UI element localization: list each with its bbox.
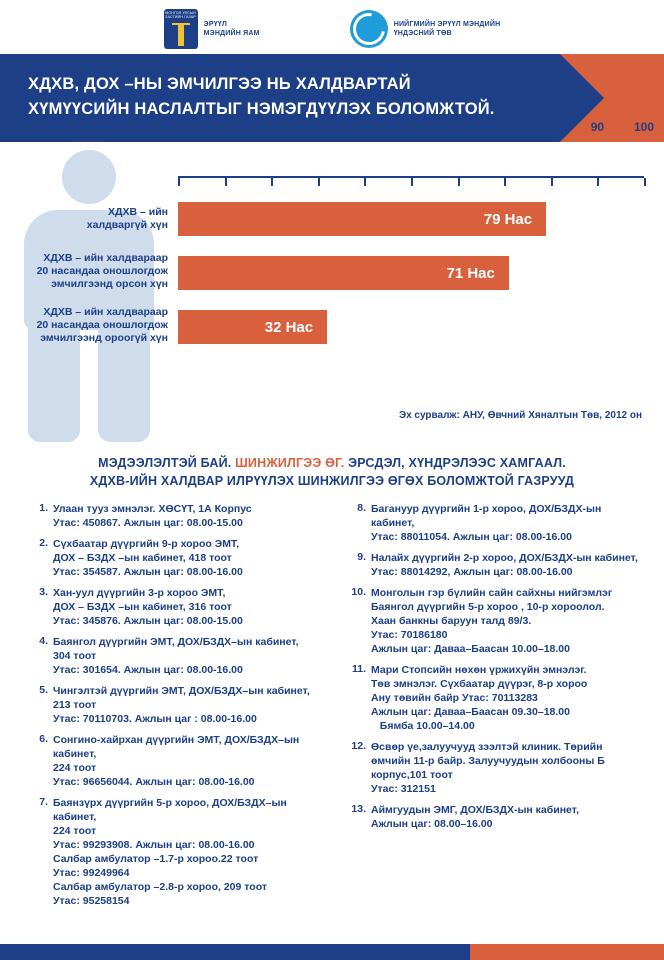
list-item xyxy=(28,733,328,789)
human-figure-illustration xyxy=(14,150,164,445)
ministry-of-health-logo-text xyxy=(204,20,260,38)
list-item-text xyxy=(371,663,587,733)
list-item xyxy=(346,740,646,796)
list-item-text xyxy=(53,586,243,628)
list-item-line: Монголын гэр бүлийн сайн сайхны нийгэмлэг xyxy=(371,587,613,599)
chart-bar-category-line: 20 насандаа оношлогдож xyxy=(36,265,168,277)
list-item-line: Сонгино-хайрхан дүүргийн ЭМТ, ДОХ/БЗДХ–ын кабинет, xyxy=(53,734,303,760)
government-emblem-icon xyxy=(164,9,198,49)
page-title-line1: ХДХВ, ДОХ –НЫ ЭМЧИЛГЭЭ НЬ ХАЛДВАРТАЙ xyxy=(28,75,411,93)
list-item-number: 1. xyxy=(39,502,48,514)
list-item-line: 224 тоот xyxy=(53,762,97,774)
axis-tick-label: 70 xyxy=(497,120,511,134)
list-item-text xyxy=(371,586,612,656)
axis-tick xyxy=(411,178,413,186)
chart-bar-row xyxy=(0,252,664,294)
axis-tick xyxy=(597,178,599,186)
public-health-logo-line1: НИЙГМИЙН ЭРҮҮЛ МЭНДИЙН xyxy=(393,21,501,28)
axis-tick xyxy=(225,178,227,186)
list-item-text xyxy=(371,740,605,796)
list-item-line: Баянзүрх дүүргийн 5-р хороо, ДОХ/БЗДХ–ын кабинет, xyxy=(53,797,290,823)
axis-tick xyxy=(504,178,506,186)
chart-bar-value-label: 71 Нас xyxy=(446,264,495,282)
page-title xyxy=(28,72,538,122)
list-item-number: 9. xyxy=(357,551,366,563)
chart-bar-category-line: эмчилгээнд ороогүй хүн xyxy=(40,332,168,344)
locations-column-right xyxy=(346,502,646,915)
list-item-line: Улаан тууз эмнэлэг. ХӨСҮТ, 1А Корпус xyxy=(53,503,252,515)
list-item-line: Ажлын цаг: Даваа–Баасан 10.00–18.00 xyxy=(371,643,570,655)
chart-bar-category-label xyxy=(0,206,168,232)
chart-bar-category-line: 20 насандаа оношлогдож xyxy=(36,319,168,331)
slogan-highlight: ШИНЖИЛГЭЭ ӨГ. xyxy=(235,456,345,470)
list-item-line: корпус,101 тоот xyxy=(371,769,453,781)
list-item-number: 6. xyxy=(39,733,48,745)
chart-bar-row xyxy=(0,306,664,348)
footer-bar xyxy=(0,944,664,960)
list-item-number: 4. xyxy=(39,635,48,647)
axis-tick-label: 50 xyxy=(404,120,418,134)
list-item-number: 12. xyxy=(351,740,366,752)
list-item-line: Өсвөр үе,залуучууд зээлтэй клиник. Төрийн xyxy=(371,741,603,753)
chart-bar-category-line: ХДХВ – ийн халдвараар xyxy=(43,252,168,264)
list-item-text xyxy=(371,551,638,579)
logo-bar xyxy=(0,0,664,54)
list-item-line: ДОХ – БЗДХ –ын кабинет, 316 тоот xyxy=(53,601,232,613)
list-item-line: Утас: 88011054. Ажлын цаг: 08.00-16.00 xyxy=(371,531,572,543)
list-item-number: 13. xyxy=(351,803,366,815)
list-item-line: Баянгол дүүргийн 5-р хороо , 10-р хороолол. xyxy=(371,601,605,613)
axis-tick xyxy=(318,178,320,186)
axis-tick xyxy=(551,178,553,186)
public-health-logo-line2: ҮНДЭСНИЙ ТӨВ xyxy=(393,30,452,37)
list-item-line: Утас: 88014292, Ажлын цаг: 08.00-16.00 xyxy=(371,566,573,578)
list-item-number: 2. xyxy=(39,537,48,549)
list-item-number: 7. xyxy=(39,796,48,808)
list-item-text xyxy=(371,803,579,831)
locations-column-left xyxy=(28,502,328,915)
axis-tick-label: 90 xyxy=(590,120,605,134)
slogan-part-1: МЭДЭЭЛЭЛТЭЙ БАЙ. xyxy=(98,456,236,470)
list-item-line: Салбар амбулатор –1.7-р хороо.22 тоот xyxy=(53,853,259,865)
chart-x-axis xyxy=(178,176,644,188)
list-item-line: Төв эмнэлэг. Сүхбаатар дүүрэг, 8-р хороо xyxy=(371,678,588,690)
list-item-line: 224 тоот xyxy=(53,825,97,837)
axis-tick-label: 10 xyxy=(217,120,232,134)
chart-bar-category-line: ХДХВ – ийн xyxy=(108,206,168,218)
public-health-logo-text xyxy=(394,20,501,38)
list-item-text xyxy=(53,635,299,677)
list-item xyxy=(28,684,328,726)
list-item-line: Мари Стопсийн нөхөн үржихүйн эмнэлэг. xyxy=(371,664,587,676)
list-item xyxy=(28,796,328,908)
ministry-logo-line2: МЭНДИЙН ЯАМ xyxy=(203,30,260,37)
list-item-number: 11. xyxy=(351,663,366,675)
axis-tick-label: 60 xyxy=(450,120,465,134)
list-item-line: Утас: 70110703. Ажлын цаг : 08.00-16.00 xyxy=(53,713,257,725)
list-item-line: Утас: 312151 xyxy=(371,783,436,795)
list-item-line: Ажлын цаг: 08.00–16.00 xyxy=(371,818,493,830)
axis-tick-label: 0 xyxy=(174,120,182,134)
ministry-of-health-logo-group xyxy=(164,9,260,49)
government-emblem-caption: МОНГОЛ УЛСЫН ЗАСГИЙН ГАЗАР xyxy=(165,11,197,19)
list-item-number: 5. xyxy=(39,684,48,696)
chart-bar xyxy=(178,256,509,290)
axis-tick-label: 20 xyxy=(264,120,278,134)
list-item-number: 10. xyxy=(351,586,366,598)
list-item-line: Аймгуудын ЭМГ, ДОХ/БЗДХ-ын кабинет, xyxy=(371,804,580,816)
list-item-line: Хаан банкны баруун талд 89/3. xyxy=(371,615,532,627)
chart-bar-category-label xyxy=(0,252,168,291)
page-title-line2: ХҮМҮҮСИЙН НАСЛАЛТЫГ НЭМЭГДҮҮЛЭХ БОЛОМЖТОЙ. xyxy=(28,100,495,118)
list-item-text xyxy=(53,502,252,530)
axis-tick-label: 30 xyxy=(311,120,325,134)
ministry-logo-line1: ЭРҮҮЛ xyxy=(203,21,227,28)
list-item-line: Ану төвийн байр Утас: 70113283 xyxy=(371,692,538,704)
list-item xyxy=(28,502,328,530)
soyombo-icon xyxy=(178,24,184,46)
list-item-line: 213 тоот xyxy=(53,699,97,711)
slogan-part-2: ЭРСДЭЛ, ХҮНДРЭЛЭЭС ХАМГААЛ. xyxy=(344,456,566,470)
list-item-line: Салбар амбулатор –2.8-р хороо, 209 тоот xyxy=(53,881,267,893)
list-item xyxy=(28,635,328,677)
list-item-line: Ажлын цаг: Даваа–Баасан 09.30–18.00 xyxy=(371,706,570,718)
list-item xyxy=(346,586,646,656)
title-banner xyxy=(0,54,664,142)
axis-tick xyxy=(364,178,366,186)
list-item-line: Баянгол дүүргийн ЭМТ, ДОХ/БЗДХ–ын кабинет, xyxy=(53,636,299,648)
list-item-line: Утас: 99293908. Ажлын цаг: 08.00-16.00 xyxy=(53,839,255,851)
axis-tick xyxy=(644,178,646,186)
list-item-text xyxy=(53,684,310,726)
axis-tick xyxy=(178,178,180,186)
list-item xyxy=(346,502,646,544)
slogan-line-2: ХДХВ-ИЙН ХАЛДВАР ИЛРҮҮЛЭХ ШИНЖИЛГЭЭ ӨГӨХ БОЛОМЖТОЙ ГАЗРУУД xyxy=(89,474,575,488)
list-item-text xyxy=(53,537,243,579)
axis-tick-label: 80 xyxy=(544,120,558,134)
list-item-line: Налайх дүүргийн 2-р хороо, ДОХ/БЗДХ-ын кабинет, xyxy=(371,552,638,564)
list-item-number: 3. xyxy=(39,586,48,598)
chart-bar-category-line: ХДХВ – ийн халдвараар xyxy=(43,306,168,318)
chart-bar-value-label: 79 Нас xyxy=(483,210,533,228)
list-item-line: Утас: 70186180 xyxy=(371,629,448,641)
chart-source-note: Эх сурвалж: АНУ, Өвчний Хяналтын Төв, 2012 он xyxy=(398,410,642,421)
chart-bar-row xyxy=(0,198,664,240)
figure-head xyxy=(62,150,116,204)
axis-tick-label: 40 xyxy=(357,120,372,134)
list-item-line: Багануур дүүргийн 1-р хороо, ДОХ/БЗДХ-ын кабинет, xyxy=(371,503,605,529)
list-item-number: 8. xyxy=(357,502,366,514)
chart-bar xyxy=(178,202,546,236)
slogan-line-1 xyxy=(0,456,664,470)
list-item-line: Бямба 10.00–14.00 xyxy=(371,720,475,732)
list-item-line: Утас: 354587. Ажлын цаг: 08.00-16.00 xyxy=(53,566,243,578)
list-item-line: Утас: 301654. Ажлын цаг: 08.00-16.00 xyxy=(53,664,243,676)
list-item xyxy=(346,663,646,733)
chart-x-axis-ticklabels xyxy=(174,120,655,170)
chart-bar-category-line: халдваргүй хүн xyxy=(86,219,168,231)
slogan-block xyxy=(0,452,664,490)
chart-bar-category-label xyxy=(0,306,168,345)
list-item xyxy=(346,551,646,579)
list-item-line: Утас: 450867. Ажлын цаг: 08.00-15.00 xyxy=(53,517,243,529)
list-item-line: Утас: 96656044. Ажлын цаг: 08.00-16.00 xyxy=(53,776,255,788)
list-item-line: Сүхбаатар дүүргийн 9-р хороо ЭМТ, xyxy=(53,538,240,550)
list-item-line: өмчийн 11-р байр. Залуучуудын холбооны Б xyxy=(371,755,605,767)
list-item xyxy=(28,586,328,628)
chart-bar-category-line: эмчилгээнд орсон хүн xyxy=(51,278,168,290)
axis-tick xyxy=(458,178,460,186)
list-item xyxy=(28,537,328,579)
list-item-line: Хан-уул дүүргийн 3-р хороо ЭМТ, xyxy=(53,587,226,599)
public-health-circle-icon xyxy=(350,10,388,48)
list-item-line: Чингэлтэй дүүргийн ЭМТ, ДОХ/БЗДХ–ын кабинет, xyxy=(53,685,310,697)
list-item-text xyxy=(53,796,328,908)
axis-tick xyxy=(271,178,273,186)
testing-locations-lists xyxy=(0,490,664,915)
public-health-center-logo-group xyxy=(350,10,501,48)
chart-bar-value-label: 32 Нас xyxy=(264,318,314,336)
list-item-line: 304 тоот xyxy=(53,650,97,662)
list-item-line: ДОХ – БЗДХ –ын кабинет, 418 тоот xyxy=(53,552,232,564)
list-item-text xyxy=(53,733,328,789)
chart-bar xyxy=(178,310,327,344)
life-expectancy-chart xyxy=(0,120,664,452)
footer-bar-blue xyxy=(0,944,470,960)
list-item-line: Утас: 345876. Ажлын цаг: 08.00-15.00 xyxy=(53,615,243,627)
list-item-text xyxy=(371,502,646,544)
list-item-line: Утас: 95258154 xyxy=(53,895,130,907)
list-item-line: Утас: 99249964 xyxy=(53,867,130,879)
list-item xyxy=(346,803,646,831)
axis-tick-label: 100 xyxy=(633,120,655,134)
